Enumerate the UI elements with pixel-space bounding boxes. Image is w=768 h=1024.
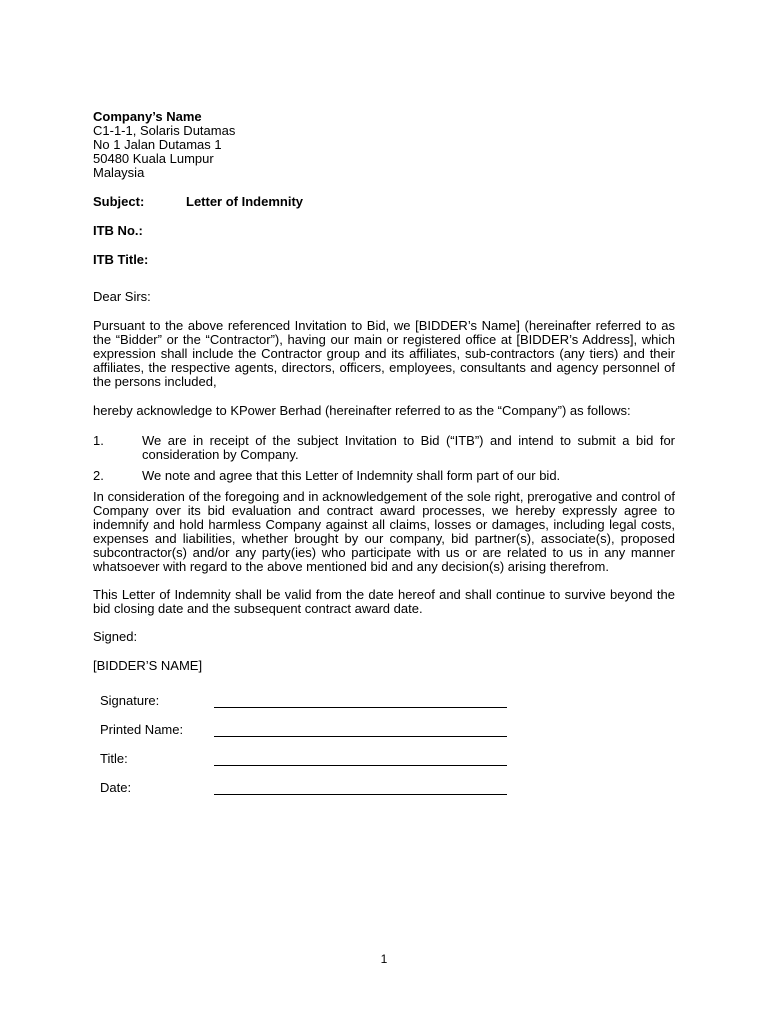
date-label: Date: [100, 780, 132, 795]
itb-title-label: ITB Title: [93, 252, 149, 267]
bidder-name: [BIDDER’S NAME] [93, 658, 203, 673]
paragraph-validity: This Letter of Indemnity shall be valid from the date hereof and shall continue to survive beyond the bid closing date and the subsequent contract award date. [93, 587, 675, 616]
signature-line[interactable] [214, 695, 507, 708]
printed-name-line[interactable] [214, 724, 507, 737]
subject-value: Letter of Indemnity [186, 194, 304, 209]
signature-row [100, 693, 675, 708]
subject-line [93, 195, 675, 209]
list-item [93, 434, 675, 462]
paragraph-intro: Pursuant to the above referenced Invitation to Bid, we [BIDDER’s Name] (hereinafter referred to as the “Bidder” or the “Contractor”), having our main or registered office at [BIDDER’s Address], which expression shall include the Contractor group and its affiliates, sub-contractors (any tiers) and their affiliates, the respective agents, directors, officers, employees, consultants and agency personnel of the persons included, [93, 318, 675, 389]
address-line: 50480 Kuala Lumpur [93, 151, 214, 166]
salutation: Dear Sirs: [93, 289, 151, 304]
letter-page [93, 110, 675, 795]
address-block [93, 110, 675, 180]
signed-label: Signed: [93, 629, 138, 644]
numbered-list [93, 434, 675, 483]
list-item [93, 469, 675, 483]
paragraph-consideration: In consideration of the foregoing and in acknowledgement of the sole right, prerogative and control of Company over its bid evaluation and contract award processes, we hereby expressly agree to indemnify and hold harmless Company against all claims, losses or damages, including legal costs, expenses and liabilities, whether brought by our company, bid partner(s), associate(s), proposed subcontractor(s) and/or any party(ies) who participate with us or are related to us in any manner whatsoever with regard to the above mentioned bid and any decision(s) arising therefrom. [93, 489, 675, 574]
paragraph-acknowledge: hereby acknowledge to KPower Berhad (hereinafter referred to as the “Company”) as follows: [93, 403, 631, 418]
list-text: We note and agree that this Letter of Indemnity shall form part of our bid. [142, 468, 561, 483]
printed-name-label: Printed Name: [100, 722, 184, 737]
company-name: Company’s Name [93, 109, 202, 124]
list-text: We are in receipt of the subject Invitation to Bid (“ITB”) and intend to submit a bid for consideration by Company. [142, 433, 675, 462]
page-number: 1 [380, 952, 388, 966]
title-row [100, 737, 675, 766]
printed-name-row [100, 708, 675, 737]
date-line[interactable] [214, 782, 507, 795]
list-number: 1. [93, 433, 104, 448]
address-line: C1-1-1, Solaris Dutamas [93, 123, 236, 138]
list-number: 2. [93, 468, 104, 483]
date-row [100, 766, 675, 795]
title-label: Title: [100, 751, 128, 766]
address-line: No 1 Jalan Dutamas 1 [93, 137, 222, 152]
itb-no-label: ITB No.: [93, 223, 143, 238]
signature-block [100, 693, 675, 795]
address-line: Malaysia [93, 165, 145, 180]
title-line[interactable] [214, 753, 507, 766]
subject-label: Subject: [93, 194, 145, 209]
signature-label: Signature: [100, 693, 160, 708]
